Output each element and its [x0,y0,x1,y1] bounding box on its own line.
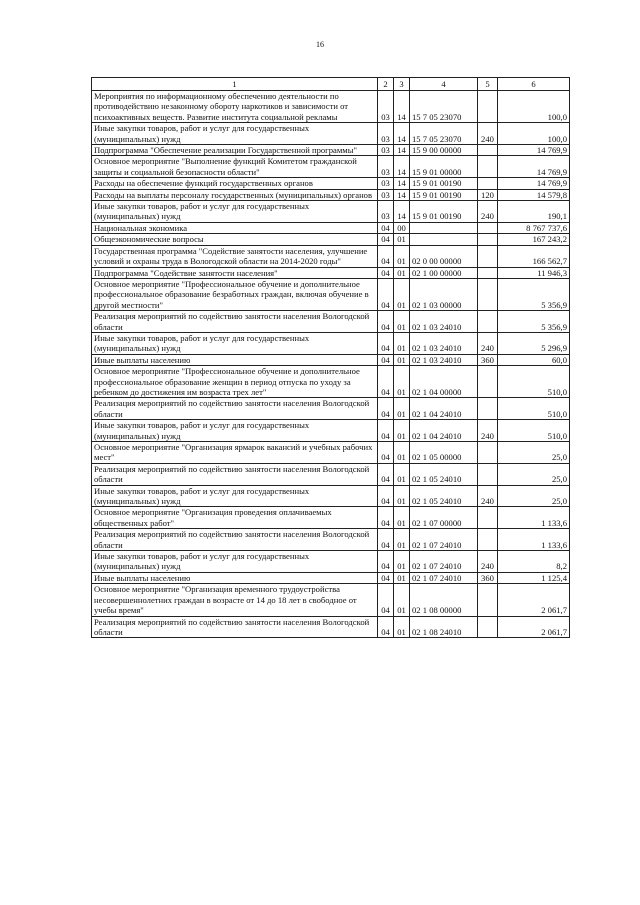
subsection-code: 01 [394,278,410,310]
section-code: 04 [378,420,394,442]
target-article-code: 02 1 04 00000 [410,366,478,398]
section-code: 03 [378,189,394,200]
target-article-code: 15 9 01 00190 [410,201,478,223]
section-code: 04 [378,366,394,398]
expense-type-code: 240 [478,420,498,442]
amount: 100,0 [498,91,570,123]
expense-type-code [478,245,498,267]
column-header: 4 [410,78,478,91]
item-name: Иные закупки товаров, работ и услуг для государственных (муниципальных) нужд [92,551,378,573]
amount: 60,0 [498,354,570,365]
item-name: Подпрограмма "Содействие занятости населения" [92,267,378,278]
table-row [92,584,570,616]
subsection-code: 01 [394,616,410,638]
amount: 510,0 [498,366,570,398]
table-row [92,398,570,420]
target-article-code: 02 1 05 00000 [410,442,478,464]
target-article-code: 02 1 03 24010 [410,332,478,354]
column-header: 3 [394,78,410,91]
section-code: 04 [378,245,394,267]
amount: 5 296,9 [498,332,570,354]
subsection-code: 14 [394,201,410,223]
item-name: Расходы на выплаты персоналу государственных (муниципальных) органов [92,189,378,200]
target-article-code [410,234,478,245]
target-article-code: 02 1 04 24010 [410,420,478,442]
amount: 510,0 [498,398,570,420]
amount: 14 769,9 [498,145,570,156]
section-code: 04 [378,311,394,333]
expense-type-code: 360 [478,354,498,365]
column-header: 2 [378,78,394,91]
section-code: 04 [378,332,394,354]
target-article-code: 15 9 01 00190 [410,189,478,200]
table-row [92,354,570,365]
subsection-code: 01 [394,420,410,442]
table-row [92,311,570,333]
subsection-code: 14 [394,189,410,200]
item-name: Основное мероприятие "Профессиональное обучение и дополнительное профессиональное образование безработных граждан, включая обучение в другой местности" [92,278,378,310]
target-article-code: 15 9 01 00000 [410,156,478,178]
table-row [92,366,570,398]
target-article-code [410,222,478,233]
amount: 14 769,9 [498,156,570,178]
expense-type-code [478,91,498,123]
table-row [92,189,570,200]
section-code: 04 [378,398,394,420]
target-article-code: 02 1 07 24010 [410,572,478,583]
table-row [92,420,570,442]
subsection-code: 01 [394,463,410,485]
column-header: 6 [498,78,570,91]
expense-type-code: 120 [478,189,498,200]
page-number: 16 [316,40,324,49]
amount: 14 769,9 [498,178,570,189]
table-row [92,201,570,223]
section-code: 04 [378,278,394,310]
expense-type-code: 240 [478,123,498,145]
expense-type-code [478,442,498,464]
table-row [92,463,570,485]
item-name: Основное мероприятие "Профессиональное обучение и дополнительное профессиональное образование женщин в период отпуска по уходу за ребенком до достижения им возраста трех лет" [92,366,378,398]
section-code: 03 [378,156,394,178]
expense-type-code [478,366,498,398]
section-code: 04 [378,507,394,529]
table-row [92,485,570,507]
expense-type-code: 240 [478,485,498,507]
expense-type-code: 240 [478,332,498,354]
amount: 2 061,7 [498,584,570,616]
section-code: 03 [378,91,394,123]
target-article-code: 02 1 00 00000 [410,267,478,278]
table-row [92,222,570,233]
amount: 25,0 [498,485,570,507]
section-code: 04 [378,222,394,233]
table-row [92,91,570,123]
expense-type-code [478,156,498,178]
target-article-code: 15 7 05 23070 [410,123,478,145]
item-name: Основное мероприятие "Организация ярмарок вакансий и учебных рабочих мест" [92,442,378,464]
table-header-row [92,78,570,91]
target-article-code: 02 1 07 24010 [410,529,478,551]
expense-type-code [478,178,498,189]
amount: 8 767 737,6 [498,222,570,233]
target-article-code: 02 1 04 24010 [410,398,478,420]
target-article-code: 02 1 05 24010 [410,485,478,507]
section-code: 03 [378,201,394,223]
section-code: 04 [378,267,394,278]
target-article-code: 02 1 07 00000 [410,507,478,529]
section-code: 04 [378,442,394,464]
section-code: 04 [378,529,394,551]
target-article-code: 02 1 03 24010 [410,311,478,333]
expense-type-code [478,145,498,156]
expense-type-code [478,529,498,551]
subsection-code: 01 [394,572,410,583]
item-name: Иные закупки товаров, работ и услуг для государственных (муниципальных) нужд [92,332,378,354]
item-name: Общеэкономические вопросы [92,234,378,245]
amount: 167 243,2 [498,234,570,245]
budget-table [91,77,570,638]
subsection-code: 01 [394,442,410,464]
table-row [92,442,570,464]
item-name: Иные закупки товаров, работ и услуг для государственных (муниципальных) нужд [92,420,378,442]
amount: 5 356,9 [498,278,570,310]
section-code: 04 [378,354,394,365]
amount: 1 125,4 [498,572,570,583]
expense-type-code: 240 [478,551,498,573]
table-row [92,156,570,178]
target-article-code: 02 1 03 00000 [410,278,478,310]
item-name: Основное мероприятие "Организация временного трудоустройства несовершеннолетних граждан в возрасте от 14 до 18 лет в свободное от учебы время" [92,584,378,616]
amount: 510,0 [498,420,570,442]
expense-type-code [478,222,498,233]
expense-type-code: 360 [478,572,498,583]
amount: 25,0 [498,442,570,464]
subsection-code: 01 [394,267,410,278]
target-article-code: 02 1 08 00000 [410,584,478,616]
table-row [92,332,570,354]
subsection-code: 01 [394,398,410,420]
target-article-code: 02 1 08 24010 [410,616,478,638]
target-article-code: 15 9 01 00190 [410,178,478,189]
subsection-code: 14 [394,145,410,156]
target-article-code: 02 1 03 24010 [410,354,478,365]
target-article-code: 02 1 07 24010 [410,551,478,573]
amount: 2 061,7 [498,616,570,638]
expense-type-code [478,507,498,529]
column-header: 1 [92,78,378,91]
subsection-code: 14 [394,156,410,178]
expense-type-code: 240 [478,201,498,223]
table-body [92,91,570,638]
expense-type-code [478,616,498,638]
subsection-code: 01 [394,234,410,245]
item-name: Иные закупки товаров, работ и услуг для государственных (муниципальных) нужд [92,123,378,145]
table-row [92,123,570,145]
section-code: 03 [378,123,394,145]
item-name: Реализация мероприятий по содействию занятости населения Вологодской области [92,398,378,420]
table-row [92,145,570,156]
item-name: Основное мероприятие "Организация проведения оплачиваемых общественных работ" [92,507,378,529]
subsection-code: 14 [394,91,410,123]
section-code: 03 [378,178,394,189]
subsection-code: 01 [394,245,410,267]
subsection-code: 01 [394,485,410,507]
table-row [92,267,570,278]
expense-type-code [478,311,498,333]
subsection-code: 14 [394,123,410,145]
amount: 11 946,3 [498,267,570,278]
table-row [92,278,570,310]
item-name: Иные закупки товаров, работ и услуг для государственных (муниципальных) нужд [92,485,378,507]
column-header: 5 [478,78,498,91]
table-row [92,572,570,583]
subsection-code: 01 [394,366,410,398]
amount: 100,0 [498,123,570,145]
item-name: Иные выплаты населению [92,354,378,365]
subsection-code: 01 [394,332,410,354]
item-name: Расходы на обеспечение функций государственных органов [92,178,378,189]
table-row [92,551,570,573]
amount: 1 133,6 [498,529,570,551]
subsection-code: 00 [394,222,410,233]
expense-type-code [478,278,498,310]
section-code: 04 [378,584,394,616]
section-code: 04 [378,551,394,573]
expense-type-code [478,234,498,245]
item-name: Национальная экономика [92,222,378,233]
table-row [92,245,570,267]
item-name: Подпрограмма "Обеспечение реализации Государственной программы" [92,145,378,156]
subsection-code: 01 [394,354,410,365]
amount: 1 133,6 [498,507,570,529]
subsection-code: 01 [394,311,410,333]
expense-type-code [478,584,498,616]
section-code: 04 [378,616,394,638]
expense-type-code [478,398,498,420]
expense-type-code [478,463,498,485]
section-code: 04 [378,485,394,507]
item-name: Реализация мероприятий по содействию занятости населения Вологодской области [92,529,378,551]
amount: 190,1 [498,201,570,223]
table-row [92,616,570,638]
item-name: Реализация мероприятий по содействию занятости населения Вологодской области [92,616,378,638]
target-article-code: 15 9 00 00000 [410,145,478,156]
table-row [92,529,570,551]
target-article-code: 02 1 05 24010 [410,463,478,485]
subsection-code: 01 [394,584,410,616]
item-name: Основное мероприятие "Выполнение функций Комитетом гражданской защиты и социальной безопасности области" [92,156,378,178]
section-code: 03 [378,145,394,156]
subsection-code: 01 [394,507,410,529]
item-name: Иные выплаты населению [92,572,378,583]
target-article-code: 15 7 05 23070 [410,91,478,123]
section-code: 04 [378,463,394,485]
subsection-code: 01 [394,551,410,573]
section-code: 04 [378,234,394,245]
section-code: 04 [378,572,394,583]
item-name: Мероприятия по информационному обеспечению деятельности по противодействию незаконному обороту наркотиков и зависимости от психоактивных веществ. Развитие института социальной рекламы [92,91,378,123]
target-article-code: 02 0 00 00000 [410,245,478,267]
item-name: Иные закупки товаров, работ и услуг для государственных (муниципальных) нужд [92,201,378,223]
table-row [92,507,570,529]
subsection-code: 14 [394,178,410,189]
table-row [92,178,570,189]
expense-type-code [478,267,498,278]
amount: 25,0 [498,463,570,485]
item-name: Государственная программа "Содействие занятости населения, улучшение условий и охраны труда в Вологодской области на 2014-2020 годы" [92,245,378,267]
amount: 166 562,7 [498,245,570,267]
amount: 14 579,8 [498,189,570,200]
amount: 5 356,9 [498,311,570,333]
amount: 8,2 [498,551,570,573]
subsection-code: 01 [394,529,410,551]
item-name: Реализация мероприятий по содействию занятости населения Вологодской области [92,311,378,333]
table-row [92,234,570,245]
item-name: Реализация мероприятий по содействию занятости населения Вологодской области [92,463,378,485]
